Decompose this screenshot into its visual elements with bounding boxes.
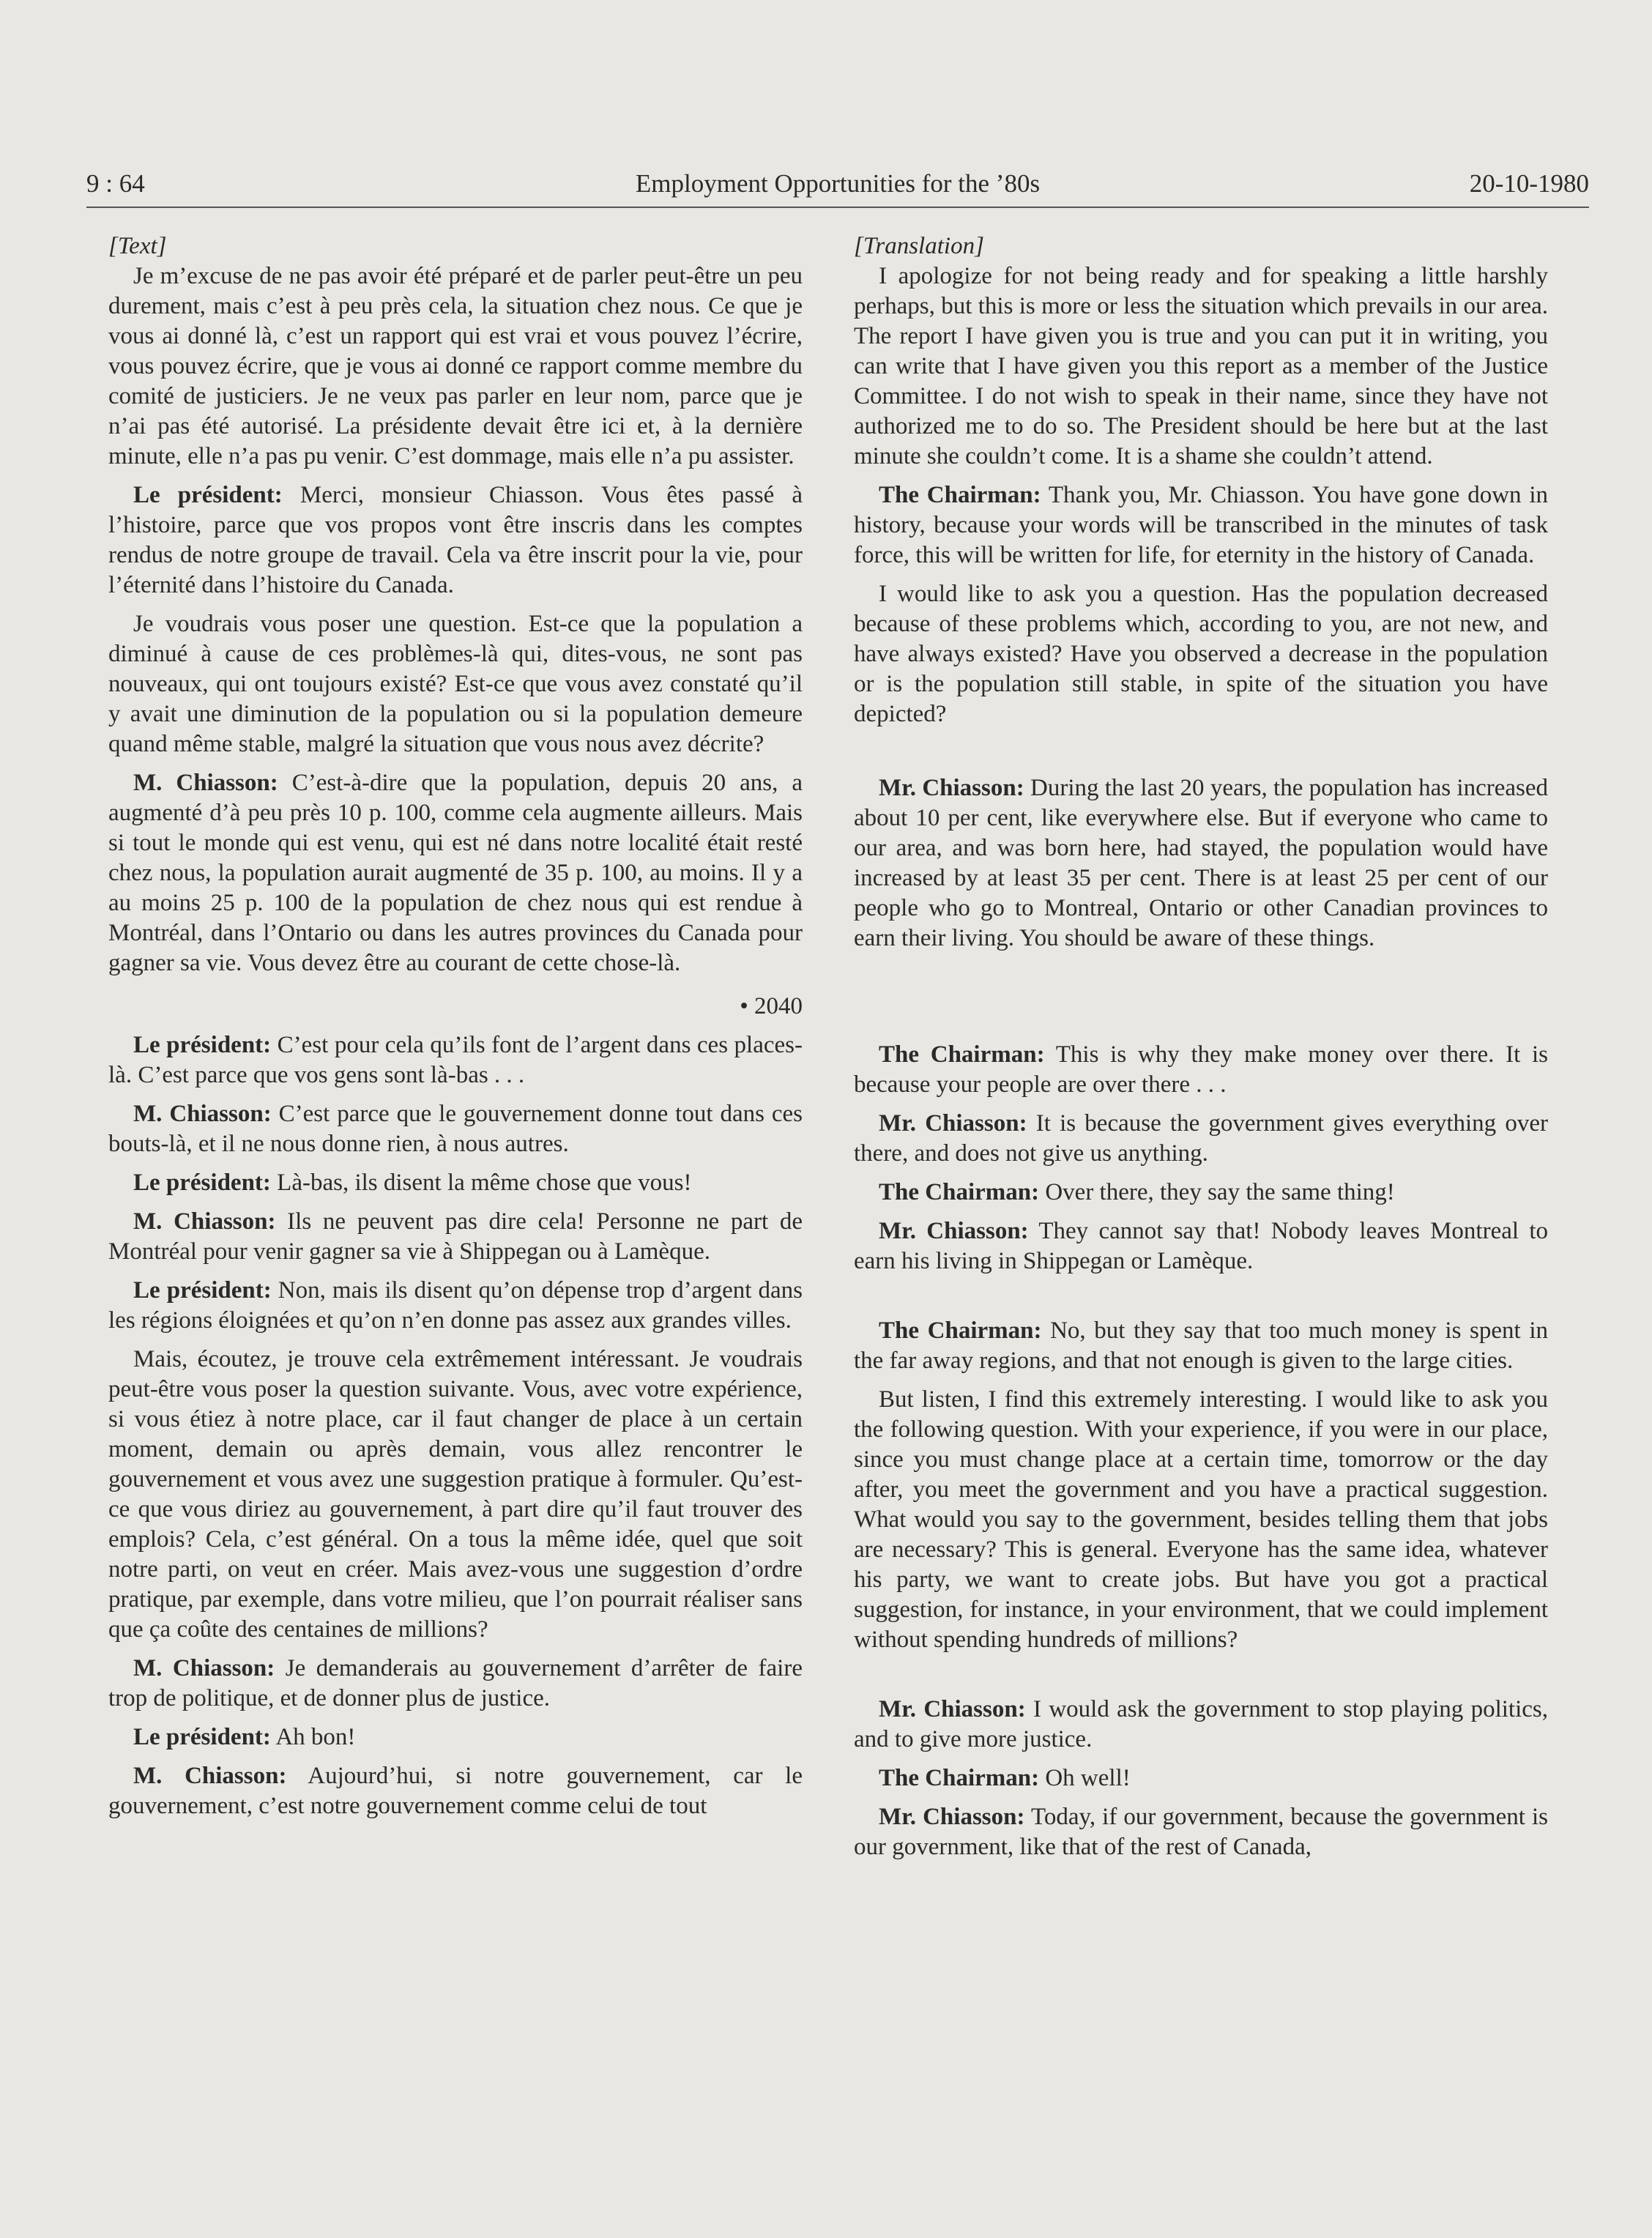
paragraph-text: C’est-à-dire que la population, depuis 20 ans, a augmenté d’à peu près 10 p. 100, comme cela augmente ailleurs. Mais si tout le monde qui est venu, qui est né dans notre localité était resté chez nous, la population aurait augmenté de 35 p. 100, au moins. Il y a au moins 25 p. 100 de la population de chez nous qui est rendue à Montréal, dans l’Ontario ou dans les autres provinces du Canada pour gagner sa vie. Vous devez être au courant de cette chose-là. xyxy=(108,770,803,976)
speaker-name: M. Chiasson: xyxy=(133,1101,272,1127)
speaker-name: Le président: xyxy=(133,1032,272,1058)
paragraph xyxy=(108,1099,803,1159)
paragraph-text: No, but they say that too much money is spent in the far away regions, and that not enough is given to the large cities. xyxy=(854,1317,1548,1374)
paragraph xyxy=(854,1763,1548,1793)
speaker-name: The Chairman: xyxy=(879,1317,1042,1344)
header-date: 20-10-1980 xyxy=(1469,169,1589,198)
paragraph-text: Ils ne peuvent pas dire cela! Personne ne part de Montréal pour venir gagner sa vie à Shippegan ou à Lamèque. xyxy=(108,1208,803,1265)
paragraph xyxy=(108,1030,803,1090)
paragraph xyxy=(854,1385,1548,1655)
header-rule xyxy=(86,207,1589,208)
time-marker: • 2040 xyxy=(740,993,803,1019)
paragraph-text: I would like to ask you a question. Has the population decreased because of these problems which, according to you, are not new, and have always existed? Have you observed a decrease in the population or is the population still stable, in spite of the situation you have depicted? xyxy=(854,581,1548,727)
speaker-name: Mr. Chiasson: xyxy=(879,775,1024,801)
column-label: [Text] xyxy=(108,233,167,259)
paragraph xyxy=(108,1761,803,1821)
speaker-name: Mr. Chiasson: xyxy=(879,1110,1027,1137)
paragraph-text: This is why they make money over there. It is because your people are over there . . . xyxy=(854,1041,1549,1098)
speaker-name: M. Chiasson: xyxy=(133,1763,287,1789)
speaker-name: Le président: xyxy=(133,1277,272,1304)
paragraph-text: During the last 20 years, the population has increased about 10 per cent, like everywhere else. But if everyone who came to our area, and was born here, had stayed, the population would have increased by at least 35 per cent. There is at least 25 per cent of our people who go to Montreal, Ontario or other Canadian provinces to earn their living. You should be aware of these things. xyxy=(854,775,1548,951)
paragraph xyxy=(108,1654,803,1714)
column-label: [Translation] xyxy=(854,233,984,259)
speaker-name: Mr. Chiasson: xyxy=(879,1804,1025,1830)
paragraph xyxy=(854,480,1548,570)
paragraph xyxy=(108,1345,803,1645)
paragraph xyxy=(854,579,1548,729)
paragraph xyxy=(854,773,1548,953)
paragraph xyxy=(854,1216,1548,1276)
speaker-name: The Chairman: xyxy=(879,482,1041,508)
paragraph-text: Là-bas, ils disent la même chose que vous! xyxy=(270,1170,692,1196)
paragraph-text: Je m’excuse de ne pas avoir été préparé et de parler peut-être un peu durement, mais c’est à peu près cela, la situation chez nous. Ce que je vous ai donné là, c’est un rapport qui est vrai et vous pouvez l’écrire, vous pouvez écrire, que je vous ai donné ce rapport comme membre du comité de justiciers. Je ne veux pas parler en leur nom, parce que je n’ai pas été autorisé. La présidente devait être ici et, à la dernière minute, elle n’a pas pu venir. C’est dommage, mais elle n’a pu assister. xyxy=(108,263,803,469)
page-header xyxy=(86,166,1589,202)
paragraph-text: But listen, I find this extremely interesting. I would like to ask you the following question. With your experience, if you were in our place, since you must change place at a certain time, tomorrow or the day after, you meet the government and you have a practical suggestion. What would you say to the government, besides telling them that jobs are necessary? This is general. Everyone has the same idea, whatever his party, we want to create jobs. But have you got a practical suggestion, for instance, in your environment, that we could implement without spending hundreds of millions? xyxy=(854,1386,1548,1653)
paragraph xyxy=(854,261,1548,472)
paragraph xyxy=(108,768,803,978)
speaker-name: Mr. Chiasson: xyxy=(879,1218,1029,1244)
page-number: 9 : 64 xyxy=(86,169,145,198)
paragraph-text: They cannot say that! Nobody leaves Montreal to earn his living in Shippegan or Lamèque. xyxy=(854,1218,1548,1274)
paragraph-text: Merci, monsieur Chiasson. Vous êtes passé à l’histoire, parce que vos propos vont être inscris dans les comptes rendus de notre groupe de travail. Cela va être inscrit pour la vie, pour l’éternité dans l’histoire du Canada. xyxy=(108,482,803,598)
speaker-name: M. Chiasson: xyxy=(133,1208,276,1235)
paragraph xyxy=(108,1168,803,1198)
french-column xyxy=(108,231,803,1821)
paragraph-text: I apologize for not being ready and for speaking a little harshly perhaps, but this is more or less the situation which prevails in our area. The report I have given you is true and you can put it in writing, you can write that I have given you this report as a member of the Justice Committee. I do not wish to speak in their name, since they have not authorized me to do so. The President should be here but at the last minute she couldn’t come. It is a shame she couldn’t attend. xyxy=(854,263,1548,469)
paragraph-text: Over there, they say the same thing! xyxy=(1039,1179,1395,1205)
speaker-name: The Chairman: xyxy=(879,1041,1045,1068)
paragraph-text: Today, if our government, because the government is our government, like that of the rest of Canada, xyxy=(854,1804,1549,1860)
paragraph-text: Oh well! xyxy=(1039,1765,1131,1791)
speaker-name: Mr. Chiasson: xyxy=(879,1696,1026,1722)
paragraph xyxy=(108,261,803,472)
paragraph-text: Non, mais ils disent qu’on dépense trop d’argent dans les régions éloignées et qu’on n’en donne pas assez aux grandes villes. xyxy=(108,1277,803,1334)
speaker-name: Le président: xyxy=(133,1724,271,1750)
paragraph-text: Je voudrais vous poser une question. Est-ce que la population a diminué à cause de ces problèmes-là qui, dites-vous, ne sont pas nouveaux, qui ont toujours existé? Est-ce que vous avez constaté qu’il y avait une diminution de la population ou si la population demeure quand même stable, malgré la situation que vous nous avez décrite? xyxy=(108,611,803,757)
paragraph xyxy=(108,1722,803,1752)
speaker-name: Le président: xyxy=(133,1170,271,1196)
paragraph-text: It is because the government gives everything over there, and does not give us anything. xyxy=(854,1110,1548,1167)
paragraph xyxy=(854,1178,1548,1208)
speaker-name: M. Chiasson: xyxy=(133,770,278,796)
running-title: Employment Opportunities for the ’80s xyxy=(635,169,1041,198)
paragraph-text: Aujourd’hui, si notre gouvernement, car le gouvernement, c’est notre gouvernement comme celui de tout xyxy=(108,1763,803,1819)
paragraph xyxy=(108,609,803,759)
paragraph xyxy=(854,1802,1548,1862)
paragraph xyxy=(854,1316,1548,1376)
paragraph xyxy=(108,1276,803,1336)
paragraph-text: I would ask the government to stop playing politics, and to give more justice. xyxy=(854,1696,1548,1752)
paragraph xyxy=(854,1695,1548,1755)
paragraph-text: C’est pour cela qu’ils font de l’argent dans ces places-là. C’est parce que vos gens sont là-bas . . . xyxy=(108,1032,803,1088)
paragraph xyxy=(108,1207,803,1267)
english-column xyxy=(854,231,1548,1862)
paragraph-text: C’est parce que le gouvernement donne tout dans ces bouts-là, et il ne nous donne rien, à nous autres. xyxy=(108,1101,803,1157)
paragraph-text: Je demanderais au gouvernement d’arrêter de faire trop de politique, et de donner plus de justice. xyxy=(108,1655,803,1711)
paragraph-text: Mais, écoutez, je trouve cela extrêmement intéressant. Je voudrais peut-être vous poser la question suivante. Vous, avec votre expérience, si vous étiez à notre place, car il faut changer de place à un certain moment, demain ou après demain, vous allez rencontrer le gouvernement et vous avez une suggestion pratique à formuler. Qu’est-ce que vous diriez au gouvernement, à part dire qu’il faut trouver des emplois? Cela, c’est général. On a tous la même idée, quel que soit notre parti, on veut en créer. Mais avez-vous une suggestion d’ordre pratique, par exemple, dans votre milieu, que l’on pourrait réaliser sans que ça coûte des centaines de millions? xyxy=(108,1346,803,1643)
paragraph xyxy=(854,1040,1548,1100)
speaker-name: M. Chiasson: xyxy=(133,1655,275,1681)
speaker-name: The Chairman: xyxy=(879,1179,1040,1205)
paragraph-text: Ah bon! xyxy=(270,1724,356,1750)
speaker-name: Le président: xyxy=(133,482,283,508)
speaker-name: The Chairman: xyxy=(879,1765,1040,1791)
paragraph-text: Thank you, Mr. Chiasson. You have gone down in history, because your words will be transcribed in the minutes of task force, this will be written for life, for eternity in the history of Canada. xyxy=(854,482,1548,568)
paragraph xyxy=(854,1109,1548,1169)
paragraph xyxy=(108,480,803,601)
